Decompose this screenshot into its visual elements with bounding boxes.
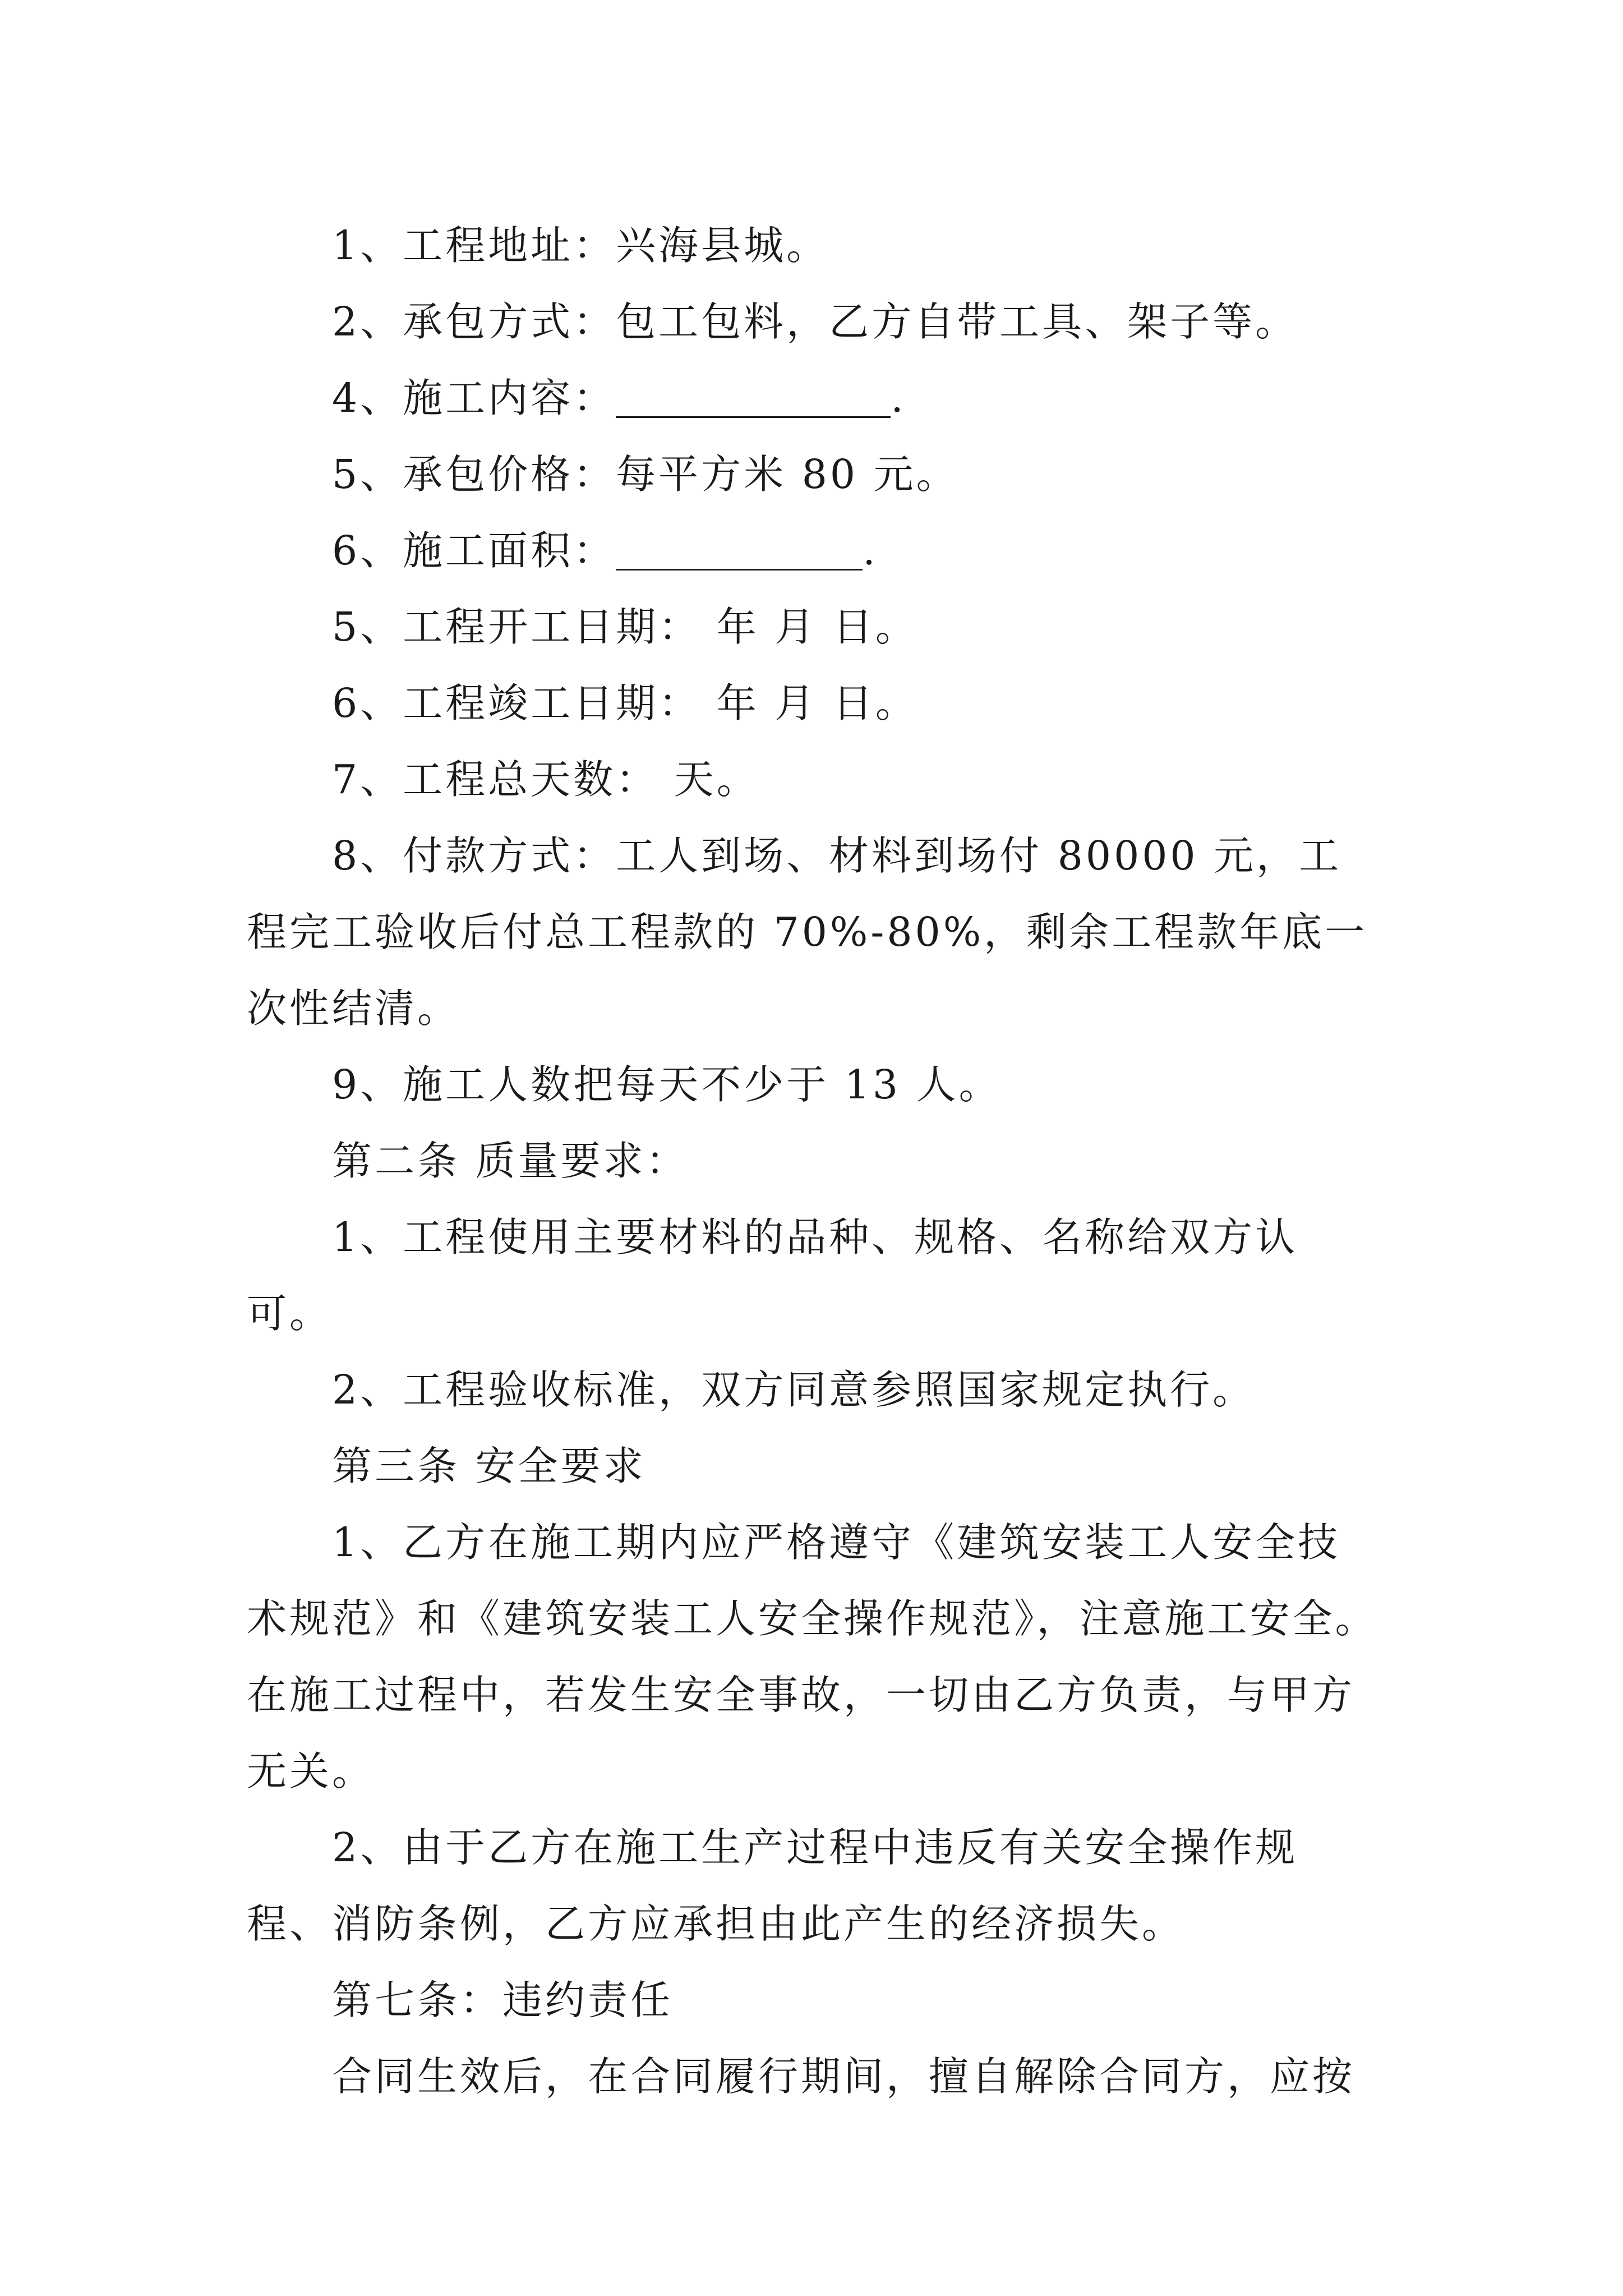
construction-area-period: .: [863, 527, 878, 574]
construction-area-label: 6、施工面积：: [332, 527, 616, 574]
line-payment-method: 8、付款方式：工人到场、材料到场付 80000 元，工程完工验收后付总工程款的 70%-80%，剩余工程款年底一次性结清。: [247, 832, 1368, 1032]
line-construction-content: [247, 360, 1380, 436]
line-quality-materials: 1、工程使用主要材料的品种、规格、名称给双方认可。: [247, 1214, 1298, 1337]
construction-content-label: 4、施工内容：: [332, 375, 616, 421]
document-body: [247, 208, 1380, 2115]
heading-quality-requirements: 第二条 质量要求：: [332, 1138, 689, 1184]
line-start-date: 5、工程开工日期： 年 月 日。: [332, 604, 918, 650]
line-project-address: 1、工程地址：兴海县城。: [332, 222, 829, 269]
line-worker-count: 9、施工人数把每天不少于 13 人。: [332, 1061, 1002, 1108]
line-safety-liability: 2、由于乙方在施工生产过程中违反有关安全操作规程、消防条例，乙方应承担由此产生的经济损失。: [247, 1824, 1298, 1947]
line-safety-compliance: 1、乙方在施工期内应严格遵守《建筑安装工人安全技术规范》和《建筑安装工人安全操作规范》，注意施工安全。在施工过程中，若发生安全事故，一切由乙方负责，与甲方无关。: [247, 1519, 1378, 1795]
line-construction-area: [247, 513, 1380, 589]
line-quality-acceptance: 2、工程验收标准，双方同意参照国家规定执行。: [332, 1366, 1256, 1413]
construction-area-blank: [616, 513, 863, 570]
line-total-days: 7、工程总天数： 天。: [332, 756, 759, 803]
line-contract-method: 2、承包方式：包工包料，乙方自带工具、架子等。: [332, 298, 1298, 345]
heading-safety-requirements: 第三条 安全要求: [332, 1443, 646, 1489]
line-contract-price: 5、承包价格：每平方米 80 元。: [332, 451, 959, 498]
heading-breach-liability: 第七条：违约责任: [332, 1977, 674, 2023]
line-breach-text: 合同生效后，在合同履行期间，擅自解除合同方，应按: [332, 2053, 1355, 2100]
construction-content-blank: [616, 360, 891, 418]
construction-content-period: .: [891, 375, 906, 421]
line-completion-date: 6、工程竣工日期： 年 月 日。: [332, 680, 918, 726]
